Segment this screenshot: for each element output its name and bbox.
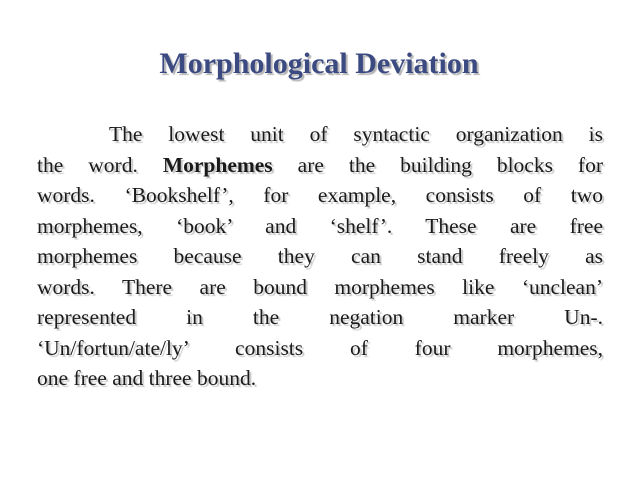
text-line-1: The lowest unit of syntactic organization is [109,122,603,146]
text-line-4: morphemes, ‘book’ and ‘shelf’. These are free [37,213,603,238]
text-line-5: morphemes because they can stand freely as [37,244,603,268]
text-line-9: one free and three bound. [37,366,257,390]
text-line-8: ‘Un/fortun/ate/ly’ consists of four morphemes, [37,335,603,360]
text-line-2-start: the word. [37,152,163,177]
text-line-2 [37,150,603,181]
slide-title: Morphological Deviation [159,47,479,80]
text-line-3: words. ‘Bookshelf’, for example, consists of two [37,183,603,207]
text-line-7: represented in the negation marker Un-. [37,305,603,329]
text-line-6: words. There are bound morphemes like ‘unclean’ [37,274,603,299]
body-paragraph [37,119,603,394]
text-line-2-end: are the building blocks for [272,152,604,177]
morphemes-term: Morphemes [162,152,273,177]
